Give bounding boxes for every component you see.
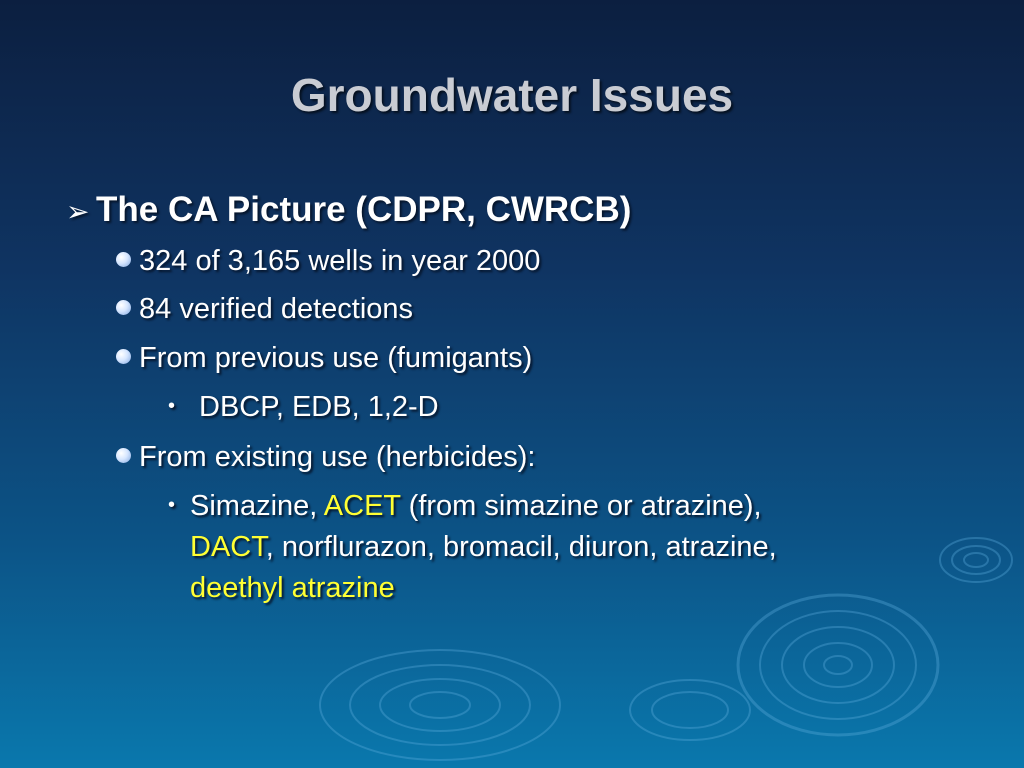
list-item-text: From previous use (fumigants): [139, 342, 533, 374]
acet-highlight: ACET: [323, 490, 401, 522]
dact-highlight: DACT: [190, 531, 266, 563]
sub-list-item: [168, 391, 439, 424]
list-item-text: 324 of 3,165 wells in year 2000: [139, 245, 541, 277]
list-item: [116, 293, 413, 326]
list-item: [116, 245, 540, 278]
herbicides-line2-part2: , norflurazon, bromacil, diuron, atrazine,: [265, 531, 777, 563]
fumigants-text: DBCP, EDB, 1,2-D: [199, 391, 439, 423]
sub-list-item-continuation: [190, 531, 777, 564]
heading-the-ca-picture: [66, 190, 631, 230]
round-bullet-icon: [116, 252, 131, 267]
heading-text: The CA Picture (CDPR, CWRCB): [96, 190, 632, 229]
list-item: [116, 342, 532, 375]
small-bullet-icon: •: [168, 494, 176, 516]
herbicides-line1-part3: (from simazine or atrazine),: [400, 490, 762, 522]
round-bullet-icon: [116, 349, 131, 364]
herbicides-line1-part1: Simazine,: [190, 490, 324, 522]
arrow-bullet-icon: ➢: [66, 196, 90, 227]
sub-list-item-continuation: [190, 572, 395, 605]
deethyl-atrazine-highlight: deethyl atrazine: [190, 572, 395, 604]
round-bullet-icon: [116, 300, 131, 315]
sub-list-item: [168, 490, 762, 523]
small-bullet-icon: •: [168, 395, 176, 417]
list-item-text: From existing use (herbicides):: [139, 441, 536, 473]
slide-title: Groundwater Issues: [290, 69, 734, 121]
list-item: [116, 441, 535, 474]
round-bullet-icon: [116, 448, 131, 463]
list-item-text: 84 verified detections: [139, 293, 414, 325]
